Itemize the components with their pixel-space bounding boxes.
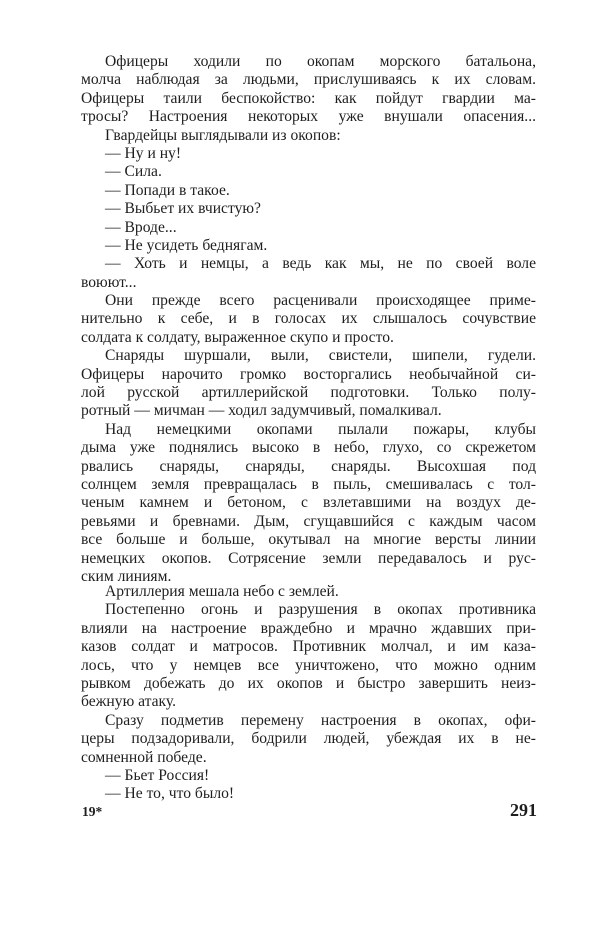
text-line: — Выбьет их вчистую? — [105, 200, 261, 218]
text-line: — Ну и ну! — [105, 144, 182, 162]
text-line: воюют... — [81, 273, 137, 291]
text-line: — Вроде... — [105, 218, 177, 236]
text-line: Офицеры ходили по окопам морского батальона, — [105, 53, 536, 70]
text-line: — Не усидеть беднягам. — [105, 236, 268, 254]
text-line: рвались снаряды, снаряды, снаряды. Высохшая под — [81, 457, 536, 475]
text-block-upper — [81, 53, 536, 586]
text-line: — Не то, что было! — [105, 785, 235, 803]
text-line: молча наблюдая за людьми, прислушиваясь к их словам. — [81, 71, 536, 89]
text-line: сомненной победе. — [81, 748, 207, 766]
text-line: Постепенно огонь и разрушения в окопах противника — [105, 601, 536, 619]
text-line: Над немецкими окопами пылали пожары, клубы — [105, 420, 536, 438]
page-number: 291 — [510, 800, 537, 820]
text-line: церы подзадоривали, бодрили людей, убеждая их в не- — [81, 730, 536, 748]
text-line: дыма уже поднялись высоко в небо, глухо, со скрежетом — [81, 439, 536, 457]
text-line: — Сила. — [105, 163, 162, 181]
text-line: немецких окопов. Сотрясение земли передавалось и рус- — [81, 549, 536, 567]
text-line: ротный — мичман — ходил задумчивый, помалкивал. — [81, 402, 442, 420]
text-line: влияли на настроение враждебно и мрачно ждавших при- — [81, 619, 536, 637]
text-line: Артиллерия мешала небо с землей. — [105, 583, 339, 600]
text-line: лой русской артиллерийской подготовки. Только полу- — [81, 384, 536, 402]
text-line: рывком добежать до их окопов и быстро завершить неиз- — [81, 674, 536, 692]
text-line: Гвардейцы выглядывали из окопов: — [105, 126, 341, 144]
text-line: — Бьет Россия! — [105, 766, 210, 784]
printer-signature: 19* — [82, 804, 103, 819]
text-line: нительно к себе, и в голосах их слышалось сочувствие — [81, 310, 536, 328]
text-line: — Попади в такое. — [105, 181, 230, 199]
text-line: лось, что у немцев все уничтожено, что можно одним — [81, 656, 536, 674]
text-line: ским линиям. — [81, 567, 172, 585]
text-line: Сразу подметив перемену настроения в окопах, офи- — [105, 711, 536, 729]
text-block-lower — [81, 583, 536, 804]
text-line: солдата к солдату, выраженное скупо и просто. — [81, 328, 394, 346]
text-line: тросы? Настроения некоторых уже внушали опасения... — [81, 108, 536, 126]
text-line: казов солдат и матросов. Противник молчал, и им каза- — [81, 638, 536, 656]
text-line: бежную атаку. — [81, 693, 177, 711]
text-line: ревьями и бревнами. Дым, сгущавшийся с каждым часом — [81, 512, 536, 530]
text-line: все больше и больше, окутывал на многие версты линии — [81, 531, 536, 549]
text-line: Офицеры нарочито громко восторгались необычайной си- — [81, 365, 536, 383]
text-line: Они прежде всего расценивали происходящее приме- — [105, 292, 536, 310]
text-line: Снаряды шуршали, выли, свистели, шипели, гудели. — [105, 347, 536, 365]
text-line: Офицеры таили беспокойство: как пойдут гвардии ма- — [81, 89, 536, 107]
text-line: солнцем земля превращалась в пыль, смешивалась с тол- — [81, 475, 536, 493]
text-line: — Хоть и немцы, а ведь как мы, не по своей воле — [105, 255, 536, 273]
text-line: ченым камнем и бетоном, с взлетавшими на воздух де- — [81, 494, 536, 512]
